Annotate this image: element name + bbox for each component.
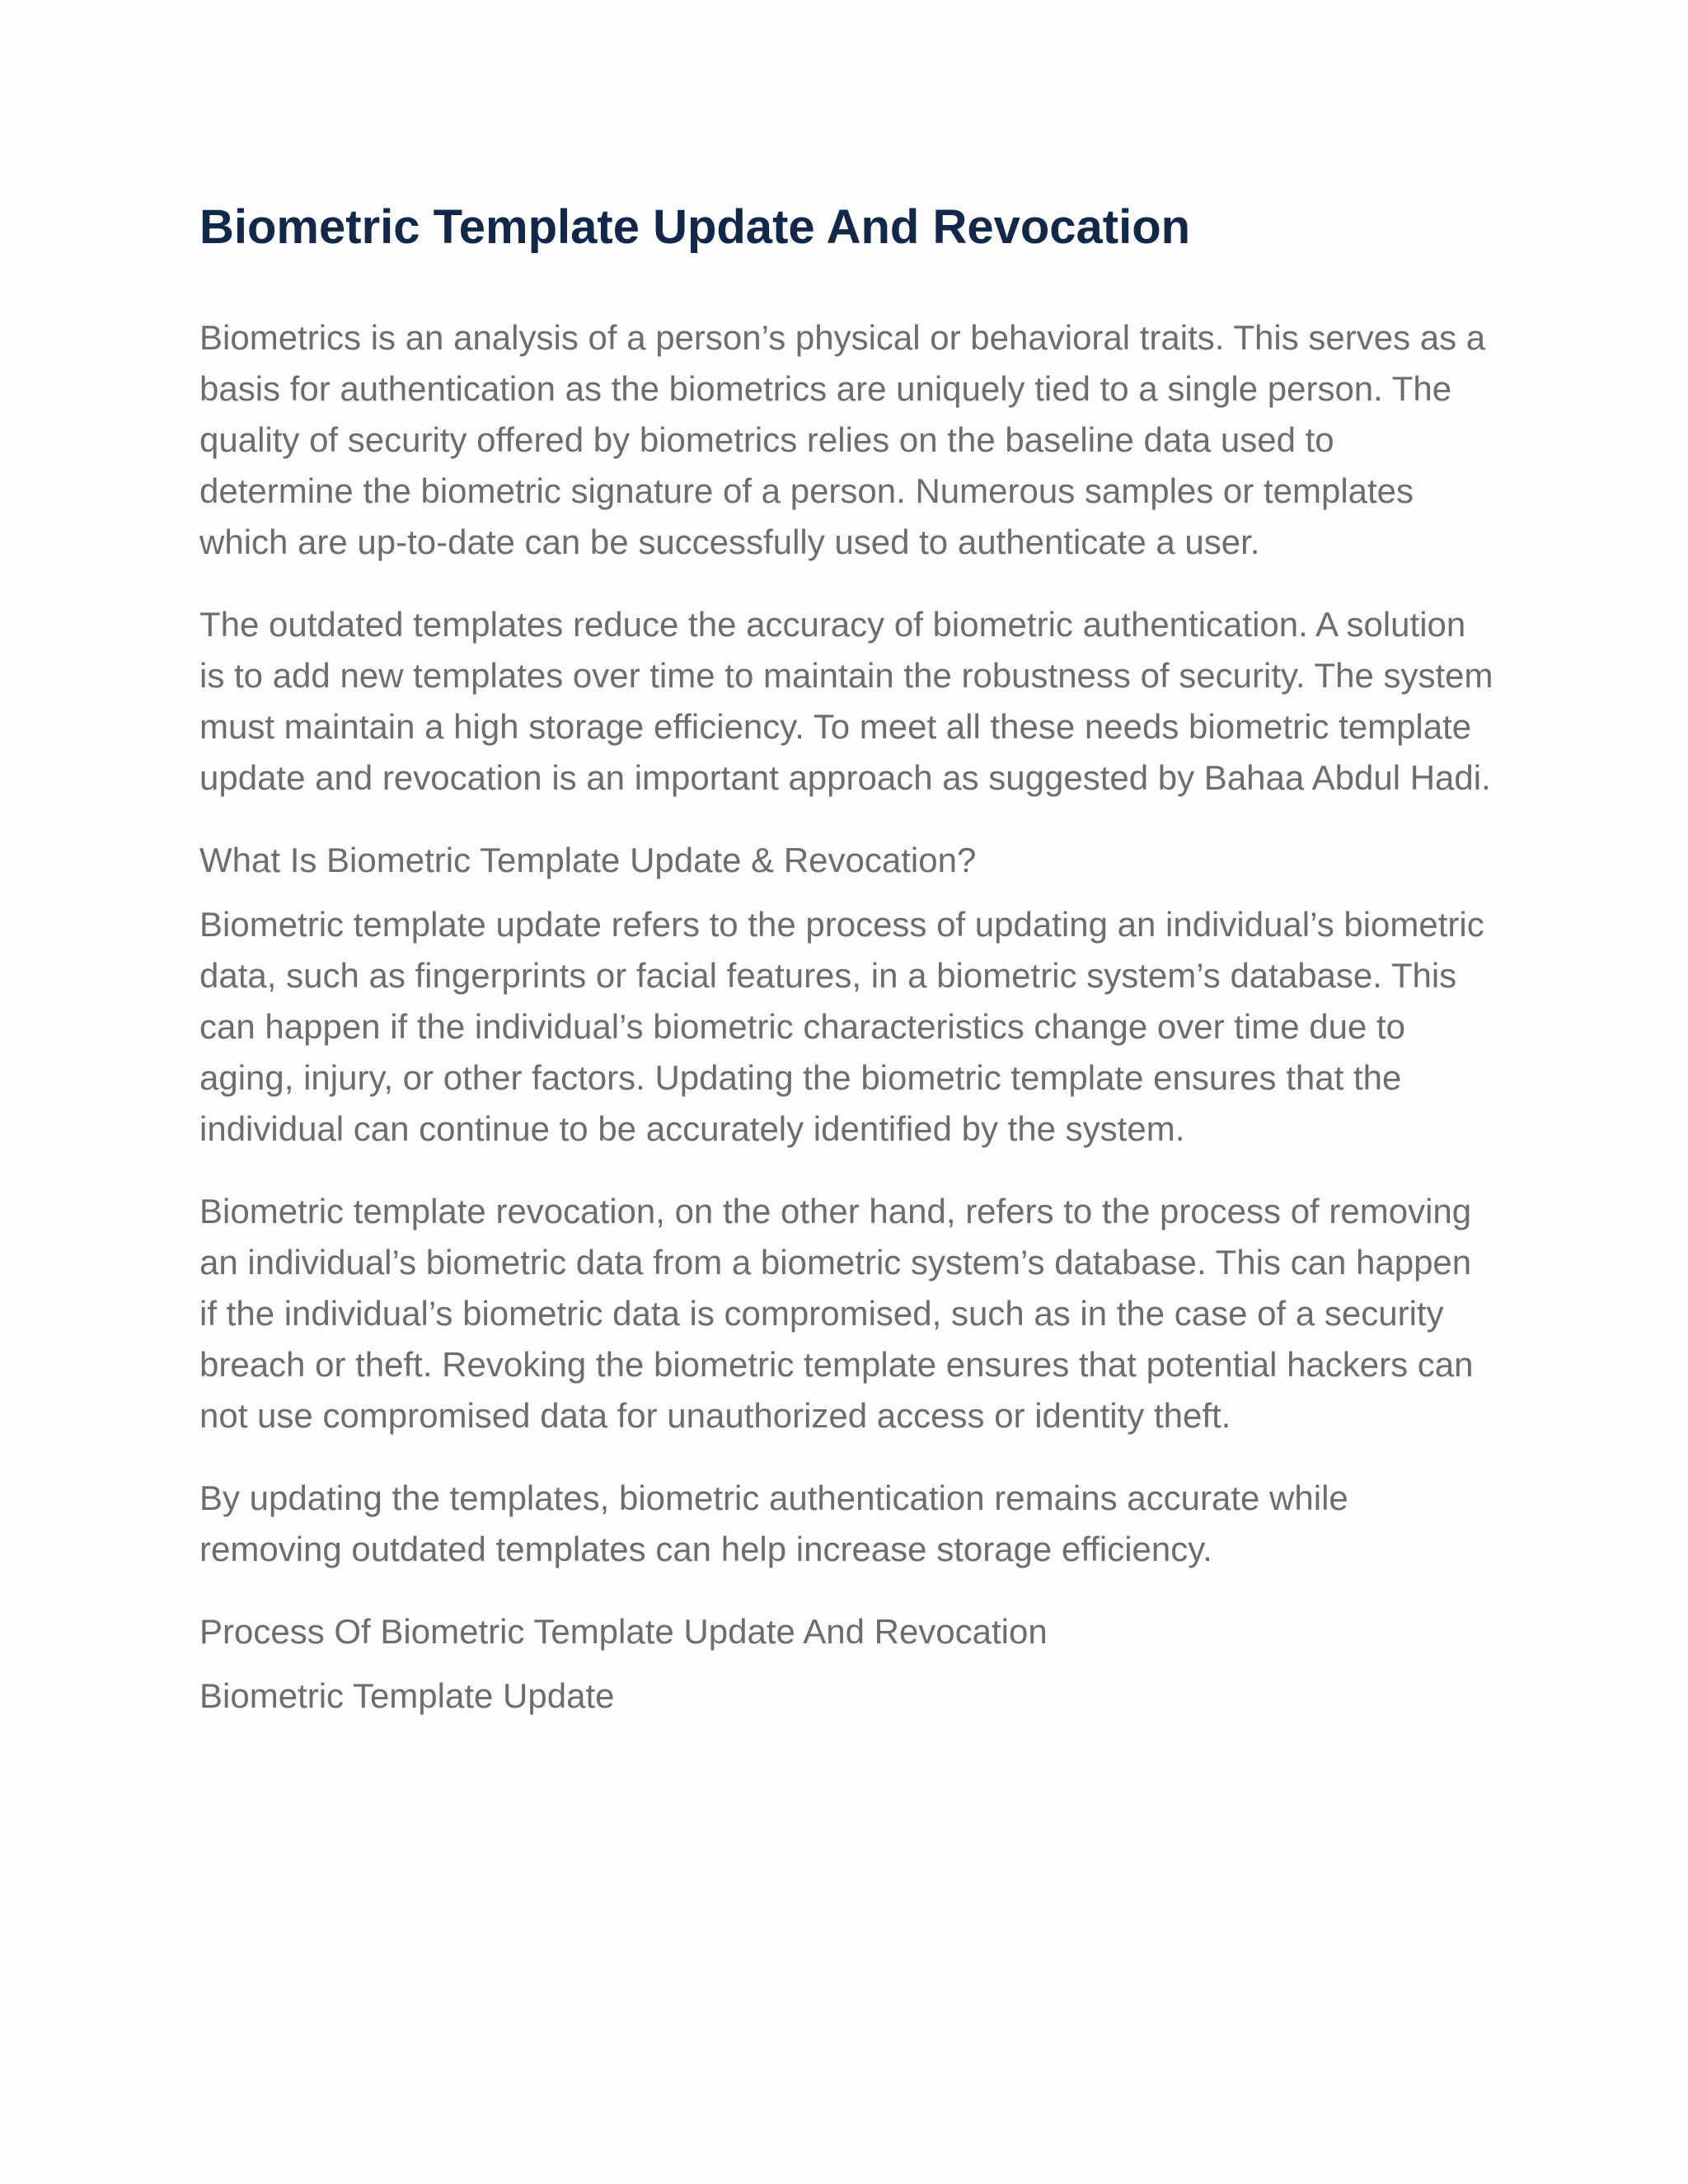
subheading-process: Process Of Biometric Template Update And Revocation — [199, 1612, 1048, 1651]
paragraph-template-update: Biometric template update refers to the process of updating an individual’s biometric data, such as fingerprints or facial features, in a biometric system’s database. This can happen if the individual’s biometric characteristics change over time due to aging, injury, or other factors. Updating the biometric template ensures that the individual can continue to be accurately identified by the system. — [199, 905, 1484, 1148]
paragraph-storage-efficiency: By updating the templates, biometric authentication remains accurate while removing outdated templates can help increase storage efficiency. — [199, 1479, 1348, 1568]
paragraph-intro: Biometrics is an analysis of a person’s physical or behavioral traits. This serves as a basis for authentication as the biometrics are uniquely tied to a single person. The quality of security offered by biometrics relies on the baseline data used to determine the biometric signature of a person. Numerous samples or templates which are up-to-date can be successfully used to authenticate a user. — [199, 318, 1486, 561]
document-body — [199, 312, 1493, 1722]
subheading-what-is: What Is Biometric Template Update & Revocation? — [199, 841, 977, 879]
subheading-template-update: Biometric Template Update — [199, 1676, 615, 1715]
document-title: Biometric Template Update And Revocation — [199, 200, 1191, 254]
paragraph-outdated-templates: The outdated templates reduce the accuracy of biometric authentication. A solution is to add new templates over time to maintain the robustness of security. The system must maintain a high storage efficiency. To meet all these needs biometric template update and revocation is an important approach as suggested by Bahaa Abdul Hadi. — [199, 605, 1493, 797]
paragraph-template-revocation: Biometric template revocation, on the other hand, refers to the process of removing an individual’s biometric data from a biometric system’s database. This can happen if the individual’s biometric data is compromised, such as in the case of a security breach or theft. Revoking the biometric template ensures that potential hackers can not use compromised data for unauthorized access or identity theft. — [199, 1192, 1474, 1435]
